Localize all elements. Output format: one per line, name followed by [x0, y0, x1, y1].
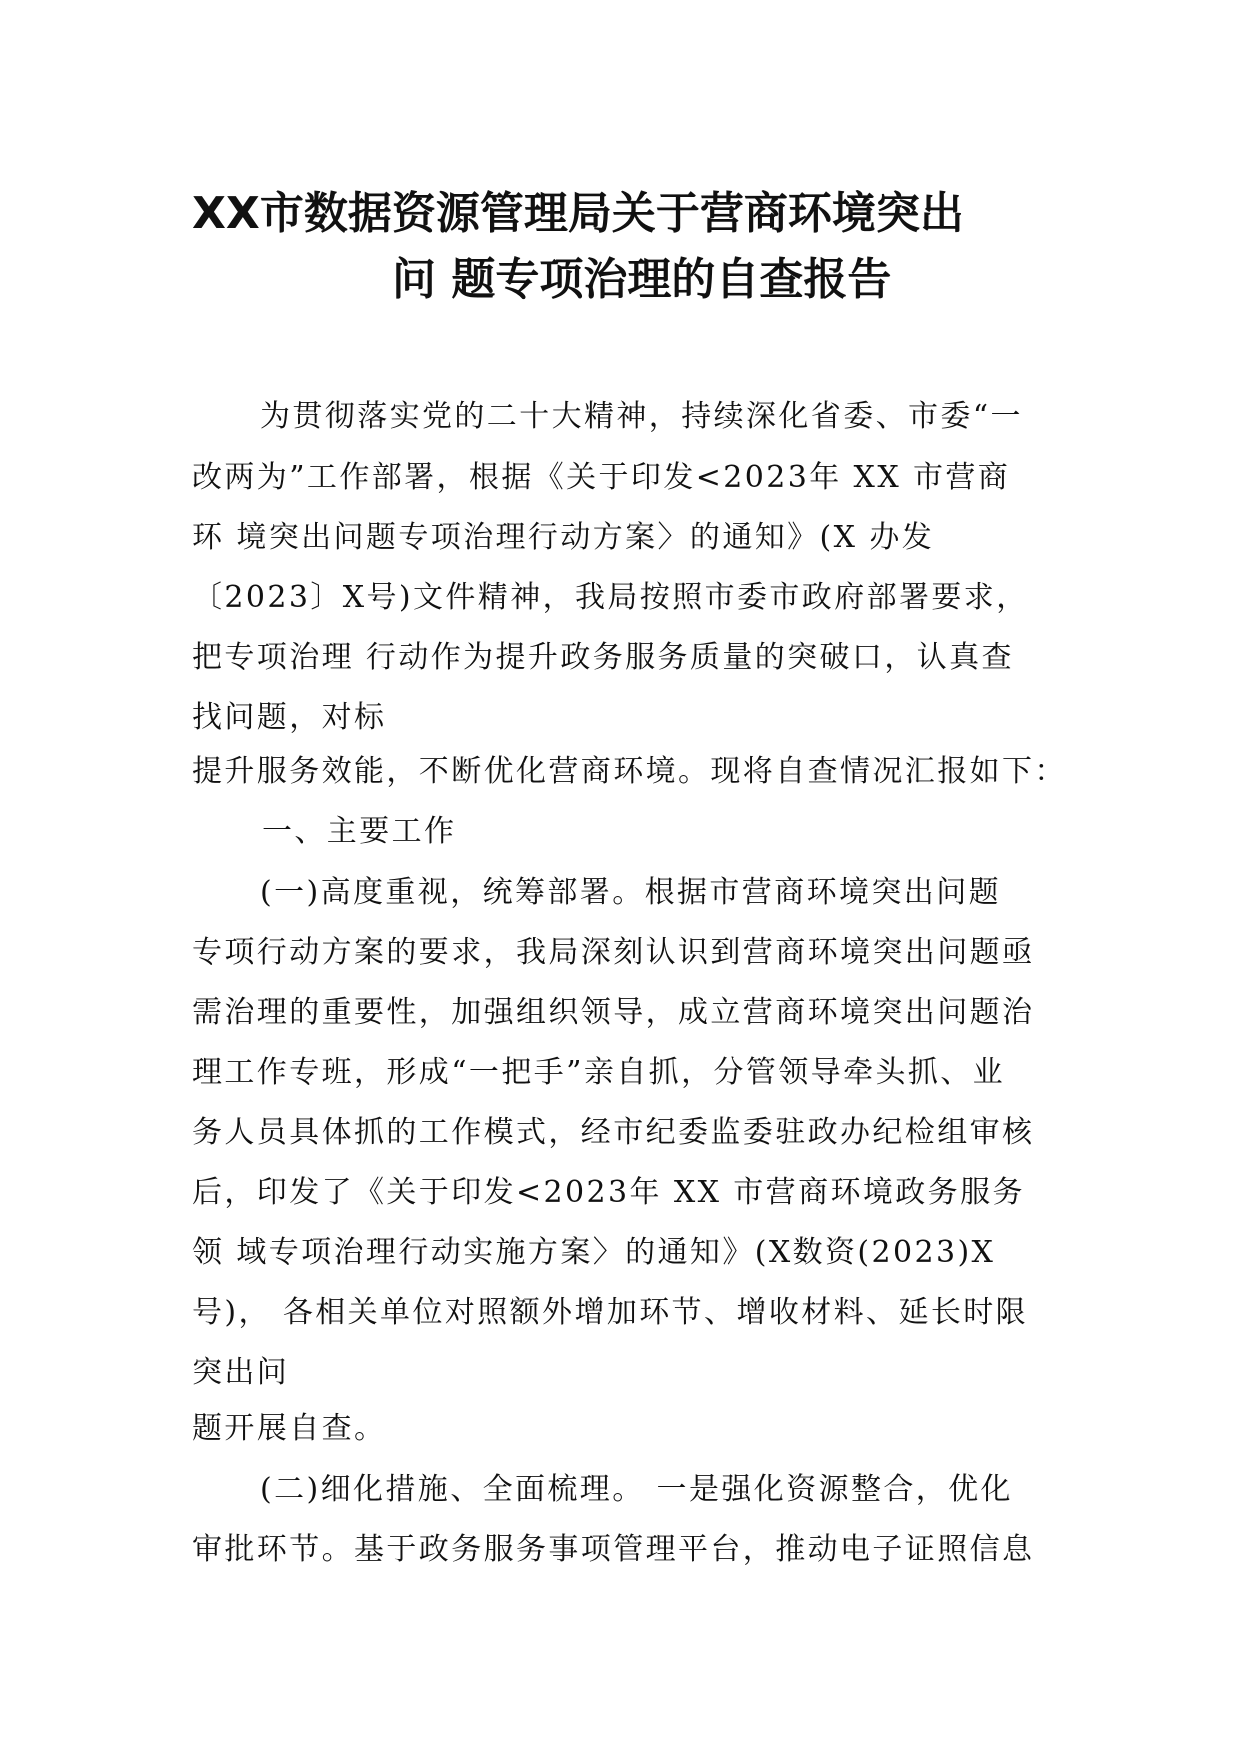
paragraph-line: 后，印发了《关于印发<2023年 XX 市营商环境政务服务	[192, 1175, 1025, 1210]
paragraph-line: 专项行动方案的要求，我局深刻认识到营商环境突出问题亟	[192, 935, 1035, 970]
paragraph-line: 提升服务效能，不断优化营商环境。现将自查情况汇报如下：	[192, 754, 1067, 789]
paragraph-line: 找问题，对标	[192, 700, 387, 735]
document-title-line-1: XX市数据资源管理局关于营商环境突出	[192, 188, 964, 239]
section-heading: 一、主要工作	[262, 814, 457, 849]
paragraph-line: 突出问	[192, 1355, 290, 1390]
paragraph-line: (二)细化措施、全面梳理。 一是强化资源整合，优化	[260, 1472, 1013, 1507]
paragraph-line: 改两为”工作部署，根据《关于印发<2023年 XX 市营商	[192, 460, 1011, 495]
paragraph-line: 为贯彻落实党的二十大精神，持续深化省委、市委“一	[260, 399, 1023, 434]
paragraph-line: 环 境突出问题专项治理行动方案〉的通知》(X 办发	[192, 520, 935, 555]
paragraph-line: 号)， 各相关单位对照额外增加环节、增收材料、延长时限	[192, 1295, 1029, 1330]
paragraph-line: 〔2023〕X号)文件精神，我局按照市委市政府部署要求，	[192, 580, 1029, 615]
paragraph-line: 需治理的重要性，加强组织领导，成立营商环境突出问题治	[192, 995, 1035, 1030]
paragraph-line: 理工作专班，形成“一把手”亲自抓，分管领导牵头抓、业	[192, 1055, 1006, 1090]
paragraph-line: 题开展自查。	[192, 1411, 387, 1446]
paragraph-line: 审批环节。基于政务服务事项管理平台，推动电子证照信息	[192, 1532, 1035, 1567]
paragraph-line: 把专项治理 行动作为提升政务服务质量的突破口，认真查	[192, 640, 1014, 675]
document-title-line-2: 问 题专项治理的自查报告	[392, 254, 892, 305]
paragraph-line: (一)高度重视，统筹部署。根据市营商环境突出问题	[260, 875, 1002, 910]
paragraph-line: 务人员具体抓的工作模式，经市纪委监委驻政办纪检组审核	[192, 1115, 1035, 1150]
paragraph-line: 领 域专项治理行动实施方案〉的通知》(X数资(2023)X	[192, 1235, 996, 1270]
